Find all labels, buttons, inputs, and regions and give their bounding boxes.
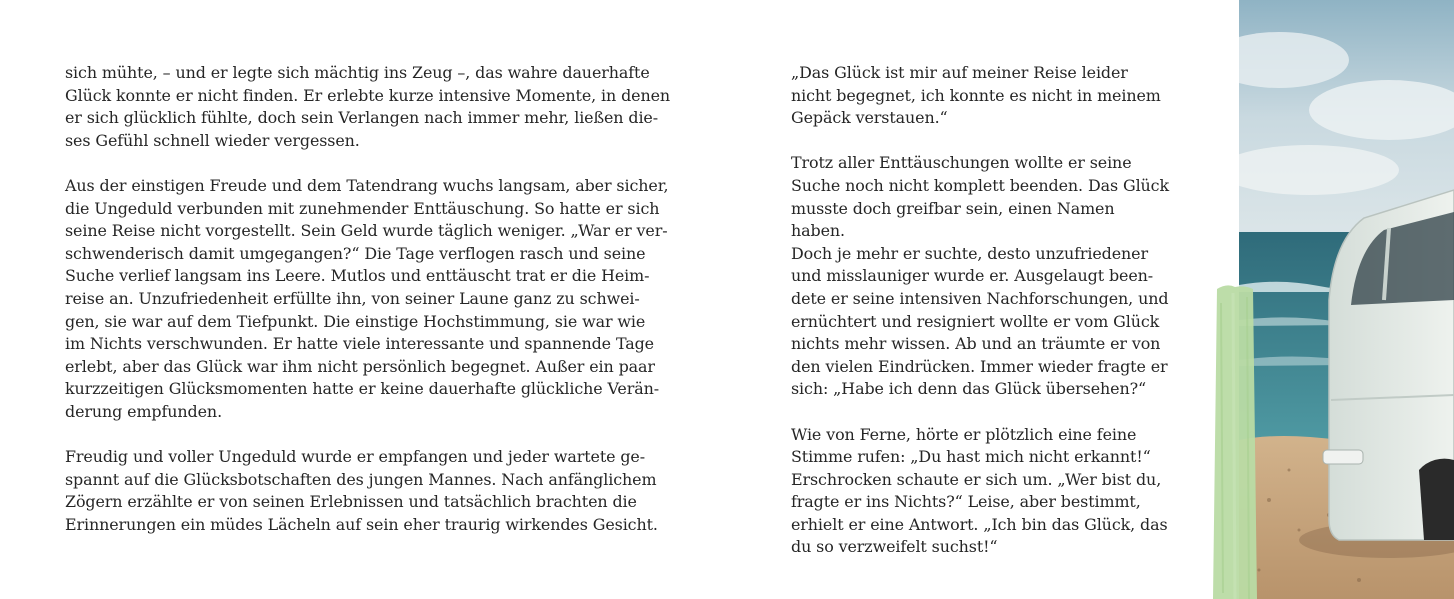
green-brush-accent — [1213, 283, 1263, 599]
left-text-column — [65, 62, 675, 536]
left-paragraph-1: sich mühte, – und er legte sich mächtig ins Zeug –, das wahre dauerhafte Glück konnte er nicht finden. Er erlebte kurze intensive Momente, in denen er sich glücklich fühlte, doch sein Verlangen nach immer mehr, ließen die- ses Gefühl schnell wieder vergessen. — [65, 63, 671, 150]
right-paragraph-3: Wie von Ferne, hörte er plötzlich eine feine Stimme rufen: „Du hast mich nicht erkannt!“ Erschrocken schaute er sich um. „Wer bist du, fragte er ins Nichts?“ Leise, aber bestimmt, erhielt er eine Antwort. „Ich bin das Glück, das du so verzweifelt suchst!“ — [791, 424, 1168, 557]
right-paragraph-2: Trotz aller Enttäuschungen wollte er seine Suche noch nicht komplett beenden. Das Glück musste doch greifbar sein, einen Namen haben. Doch je mehr er suchte, desto unzufriedener und misslauniger wurde er. Ausgelaugt been- dete er seine intensiven Nachforschungen, und ernüchtert und resigniert wollte er vom Glück nichts mehr wissen. Ab und an träumte er von den vielen Eindrücken. Immer wieder fragte er sich: „Habe ich denn das Glück übersehen?“ — [791, 153, 1170, 399]
beach-van-photo — [1239, 0, 1454, 599]
left-paragraph-3: Freudig und voller Ungeduld wurde er empfangen und jeder wartete ge- spannt auf die Glücksbotschaften des jungen Mannes. Nach anfänglichem Zögern erzählte er von seinen Erlebnissen und tatsächlich brachten die Erinnerungen ein müdes Lächeln auf sein eher traurig wirkendes Gesicht. — [65, 447, 658, 534]
right-paragraph-1: „Das Glück ist mir auf meiner Reise leider nicht begegnet, ich konnte es nicht in meinem Gepäck verstauen.“ — [791, 63, 1161, 128]
left-paragraph-2: Aus der einstigen Freude und dem Tatendrang wuchs langsam, aber sicher, die Ungeduld verbunden mit zunehmender Enttäuschung. So hatte er sich seine Reise nicht vorgestellt. Sein Geld wurde täglich weniger. „War er ver- schwenderisch damit umgegangen?“ Die Tage verflogen rasch und seine Suche verlief langsam ins Leere. Mutlos und enttäuscht trat er die Heim- reise an. Unzufriedenheit erfüllte ihn, von seiner Laune ganz zu schwei- gen, sie war auf dem Tiefpunkt. Die einstige Hochstimmung, sie war wie im Nichts verschwunden. Er hatte viele interessante und spannende Tage erlebt, aber das Glück war ihm nicht persönlich begegnet. Außer ein paar kurzzeitigen Glücksmomenten hatte er keine dauerhafte glückliche Verän- derung empfunden. — [65, 175, 669, 421]
right-text-column — [791, 62, 1171, 559]
